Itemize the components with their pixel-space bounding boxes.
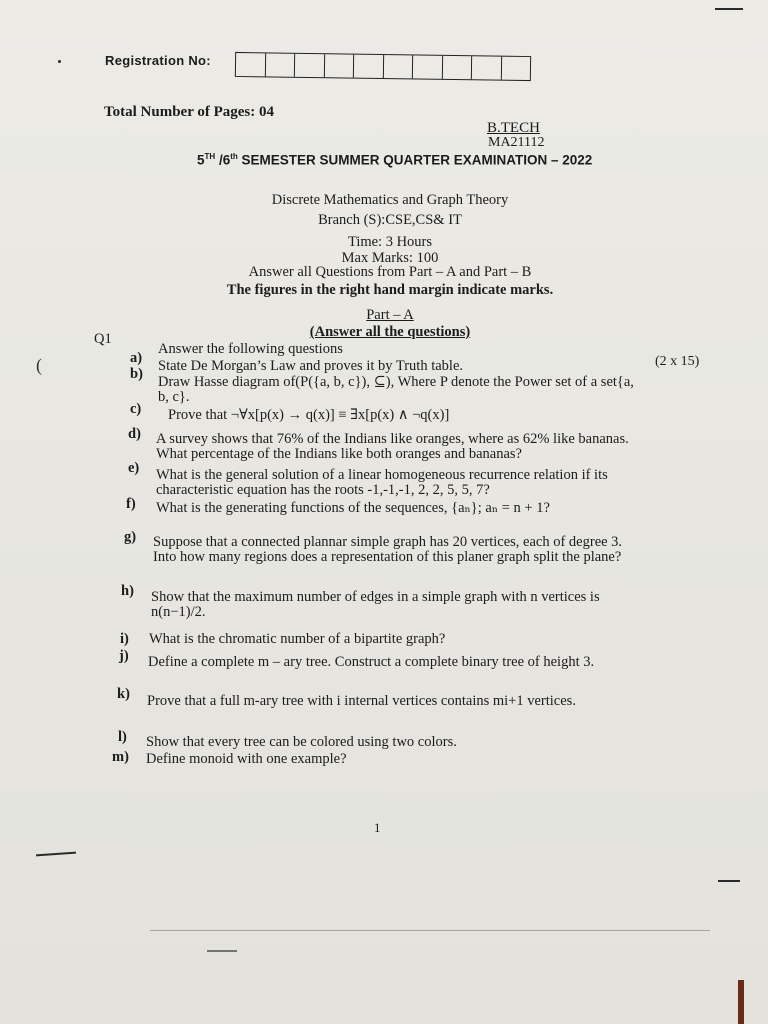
- scan-mark: [207, 950, 237, 952]
- part-heading: Part – A: [366, 307, 414, 323]
- course-code: MA21112: [488, 135, 545, 150]
- exam-paper-page: Registration No: Total Number of Pages: 04 B.TECH MA21112 5TH /6th SEMESTER SUMMER QUARTER EXAMINATION – 2022 Discrete Mathematics and Graph Theory Branch (S):CSE,CS& IT Time: 3 Hours Max Marks: 100 Answer all Questions from Part – A and Part – B The figures in the right hand margin indicate marks. Part – A (Answer all the questions) Q1 Answer the following questions (2 x 15) a) State De Morgan’s Law and proves it by Truth table. b) Draw Hasse diagram of(P({a, b, c}), ⊆), Where P denote the Power set of a set{a, b, c}. c) Prove that ¬∀x[p(x) → q(x)] ≡ ∃x[p(x) ∧ ¬q(x)] d) A survey shows that 76% of the Indians like oranges, where as 62% like bananas. What percentage of the Indians like both oranges and bananas? e) What is the general solution of a linear homogeneous recurrence relation if its characteristic equation has the roots -1,-1,-1, 2, 2, 5, 5, 7? f) What is the generating functions of the sequences, {aₙ}; aₙ = n + 1? g) Suppose that a connected plannar simple graph has 20 vertices, each of degree 3. Into how many regions does a representation of this planer graph split the plane? h) Show that the maximum number of edges in a simple graph with n vertices is n(n−1)/2. i) What is the chromatic number of a bipartite graph? j) Define a complete m – ary tree. Construct a complete binary tree of height 3. k) Prove that a full m-ary tree with i internal vertices contains mi+1 vertices. l) Show that every tree can be colored using two colors. m) Define monoid with one example? 1 (: [0, 0, 768, 1024]
- program-name: B.TECH: [487, 120, 540, 136]
- scan-mark: (: [36, 355, 42, 375]
- max-marks: Max Marks: 100: [341, 250, 439, 266]
- scan-speck: [58, 60, 61, 63]
- margin-note: The figures in the right hand margin indicate marks.: [226, 282, 554, 298]
- total-pages: Total Number of Pages: 04: [104, 104, 274, 120]
- scan-mark: [718, 880, 740, 882]
- scan-mark: [36, 852, 76, 856]
- instruction: Answer all Questions from Part – A and Part – B: [248, 264, 532, 280]
- branch: Branch (S):CSE,CS& IT: [318, 212, 462, 228]
- subject-title: Discrete Mathematics and Graph Theory: [271, 192, 509, 208]
- time: Time: 3 Hours: [347, 234, 433, 250]
- scan-mark: [715, 8, 743, 10]
- registration-label: Registration No:: [105, 53, 211, 68]
- question-intro: Answer the following questions: [158, 341, 343, 357]
- exam-title: 5TH /6th SEMESTER SUMMER QUARTER EXAMINATION – 2022: [197, 152, 593, 168]
- registration-number-boxes: [235, 52, 531, 81]
- fold-line: [150, 930, 710, 931]
- question-marks: (2 x 15): [655, 354, 700, 369]
- page-number: 1: [374, 820, 381, 835]
- part-note: (Answer all the questions): [309, 324, 471, 340]
- binder-edge: [738, 980, 744, 1024]
- question-number: Q1: [94, 331, 112, 347]
